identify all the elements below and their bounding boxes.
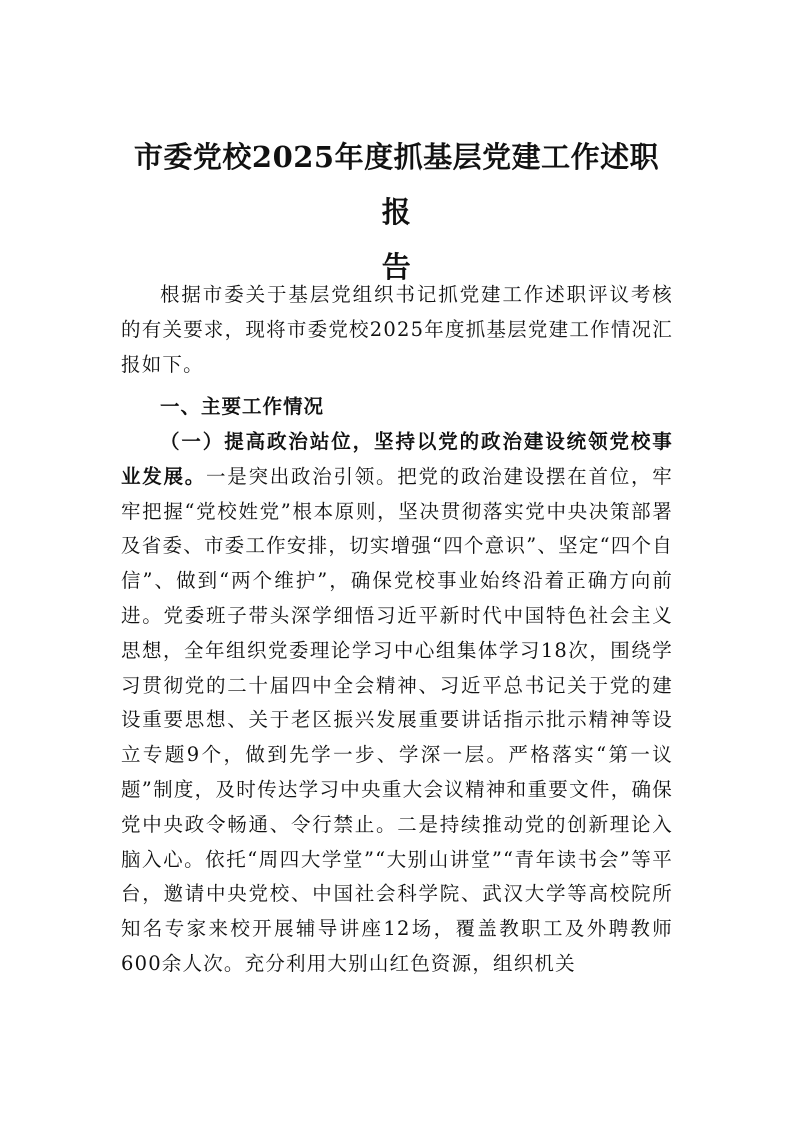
section-heading-main-work: 一、主要工作情况 bbox=[160, 395, 325, 418]
title-line-1: 市委党校2025年度抓基层党建工作述职报 bbox=[133, 140, 660, 229]
section-paragraph-political bbox=[121, 425, 673, 982]
subsection-body: 一是突出政治引领。把党的政治建设摆在首位，牢牢把握“党校姓党”根本原则，坚决贯彻落实党中央决策部署及省委、市委工作安排，切实增强“四个意识”、坚定“四个自信”、做到“两个维护”，确保党校事业始终沿着正确方向前进。党委班子带头深学细悟习近平新时代中国特色社会主义思想，全年组织党委理论学习中心组集体学习18次，围绕学习贯彻党的二十届四中全会精神、习近平总书记关于党的建设重要思想、关于老区振兴发展重要讲话指示批示精神等设立专题9个，做到先学一步、学深一层。严格落实“第一议题”制度，及时传达学习中央重大会议精神和重要文件，确保党中央政令畅通、令行禁止。二是持续推动党的创新理论入脑入心。依托“周四大学堂”“大别山讲堂”“青年读书会”等平台，邀请中央党校、中国社会科学院、武汉大学等高校院所知名专家来校开展辅导讲座12场，覆盖教职工及外聘教师600余人次。充分利用大别山红色资源，组织机关 bbox=[121, 464, 673, 975]
document-title bbox=[120, 130, 673, 295]
intro-paragraph: 根据市委关于基层党组织书记抓党建工作述职评议考核的有关要求，现将市委党校2025年度抓基层党建工作情况汇报如下。 bbox=[121, 283, 673, 376]
title-line-2: 告 bbox=[381, 250, 412, 284]
subsection-lead: （一）提高政治站位，坚持以党的政治建设统领党校事业发展。 bbox=[121, 430, 673, 488]
